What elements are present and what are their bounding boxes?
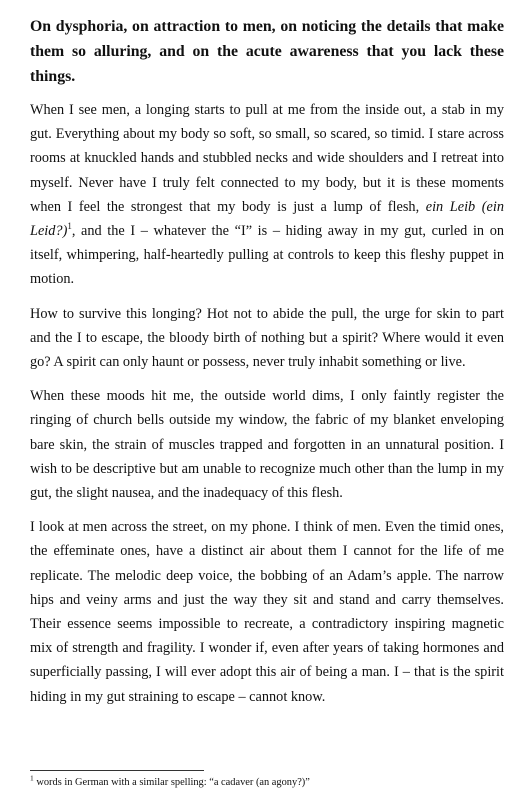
footnote-divider — [30, 770, 204, 771]
german-phrase: ein Leib (ein Leid?) — [30, 198, 504, 240]
paragraph-3: When these moods hit me, the outside world dims, I only faintly register the ringing of church bells outside my window, the fabric of my blanket enveloping bare skin, the strain of muscles trapped and forgotten in an unnatural position. I wish to be descriptive but am unable to recognize much other than the lump in my gut, the slight nausea, and the inadequacy of this flesh. — [30, 388, 504, 502]
paragraph-1 — [30, 98, 504, 292]
footnote-marker: 1 — [67, 221, 72, 232]
footnote-text: words in German with a similar spelling: “a cadaver (an agony?)” — [36, 777, 310, 788]
footnote — [30, 773, 504, 790]
footnote-number: 1 — [30, 773, 34, 783]
paragraph-1-text: When I see men, a longing starts to pull at me from the inside out, a stab in my gut. Everything about my body so soft, so small, so scared, so timid. I stare across rooms at knuckled hands and stubbled necks and wide shoulders and I retreat into myself. Never have I truly felt connected to my body, but it is these moments when I feel the strongest that my body is just a lump of flesh, — [30, 102, 504, 215]
paragraph-2: How to survive this longing? Hot not to abide the pull, the urge for skin to part and the I to escape, the bloody birth of nothing but a spirit? Where would it even go? A spirit can only haunt or possess, never truly inhabit something or live. — [30, 305, 504, 371]
paragraph-4: I look at men across the street, on my phone. I think of men. Even the timid ones, the effeminate ones, have a distinct air about them I cannot for the life of me replicate. The melodic deep voice, the bobbing of an Adam’s apple. The narrow hips and veiny arms and just the way they sit and stand and carry themselves. Their essence seems impossible to recreate, a contradictory inspiring magnetic mix of strength and fragility. I wonder if, even after years of taking hormones and superficially passing, I will ever adopt this air of being a man. I – that is the spirit hiding in my gut straining to escape – cannot know. — [30, 519, 504, 705]
document-title: On dysphoria, on attraction to men, on noticing the details that make them so alluring, and on the acute awareness that you lack these things. — [30, 18, 504, 85]
paragraph-1-continuation: , and the I – whatever the “I” is – hiding away in my gut, curled in on itself, whimpering, half-heartedly pulling at controls to keep this fleshy puppet in motion. — [30, 223, 504, 288]
document-body — [30, 14, 504, 719]
